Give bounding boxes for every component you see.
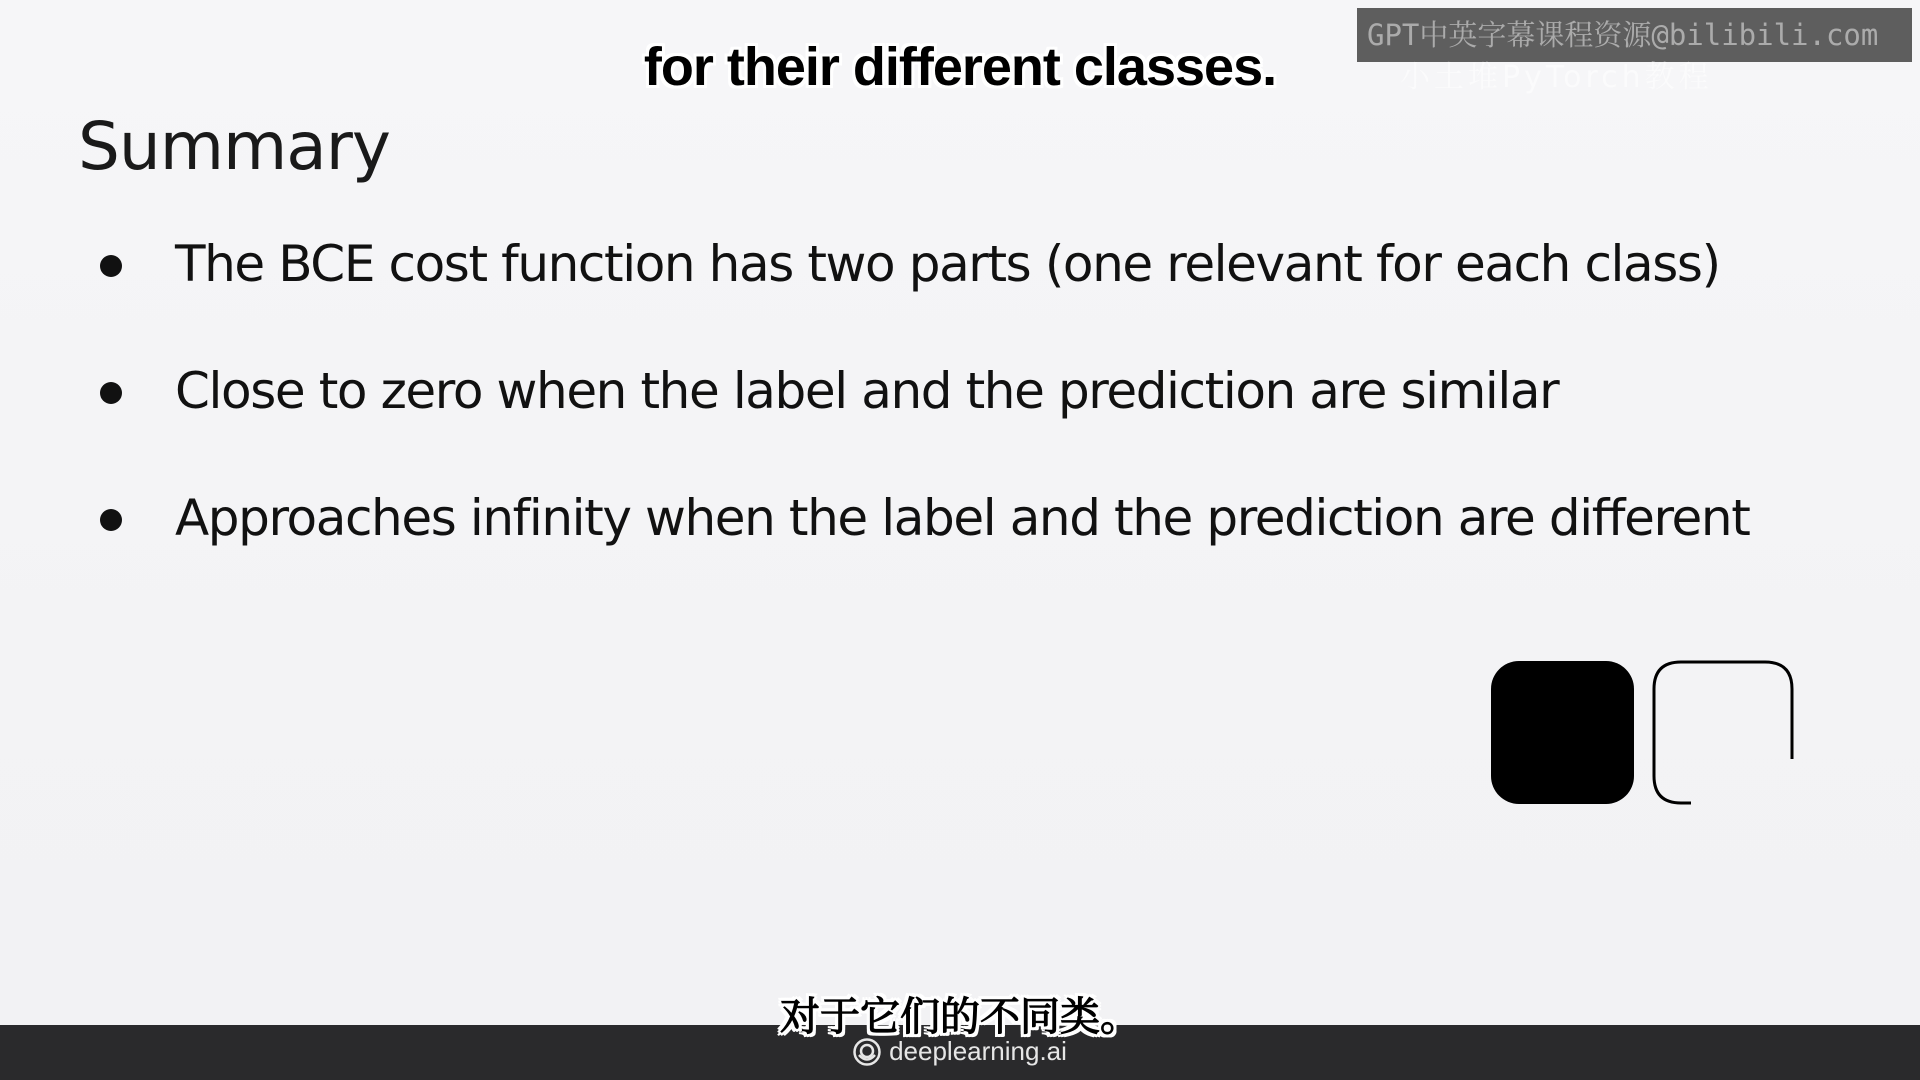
subtitle-english: for their different classes. bbox=[643, 37, 1277, 97]
bullet-dot-icon bbox=[100, 509, 122, 531]
brand-name: deeplearning.ai bbox=[889, 1036, 1067, 1066]
bullet-list bbox=[100, 228, 1749, 609]
bullet-item bbox=[100, 355, 1749, 482]
bullet-text: The BCE cost function has two parts (one relevant for each class) bbox=[175, 235, 1720, 293]
logo-filled-square bbox=[1491, 661, 1634, 804]
watermark-subtext: 小土堆PyTorch教程 bbox=[1400, 60, 1713, 95]
logo-outline-square bbox=[1654, 662, 1792, 803]
subtitle-chinese: 对于它们的不同类。 bbox=[780, 994, 1140, 1040]
slide-title: Summary bbox=[78, 108, 390, 185]
bullet-dot-icon bbox=[100, 255, 122, 277]
bullet-item bbox=[100, 228, 1749, 355]
watermark-banner: GPT中英字幕课程资源@bilibili.com bbox=[1357, 8, 1912, 62]
bullet-item bbox=[100, 482, 1749, 609]
bullet-dot-icon bbox=[100, 382, 122, 404]
bullet-text: Approaches infinity when the label and the prediction are different bbox=[175, 489, 1750, 547]
bullet-text: Close to zero when the label and the prediction are similar bbox=[175, 362, 1559, 420]
course-logo-icon bbox=[1490, 660, 1795, 805]
